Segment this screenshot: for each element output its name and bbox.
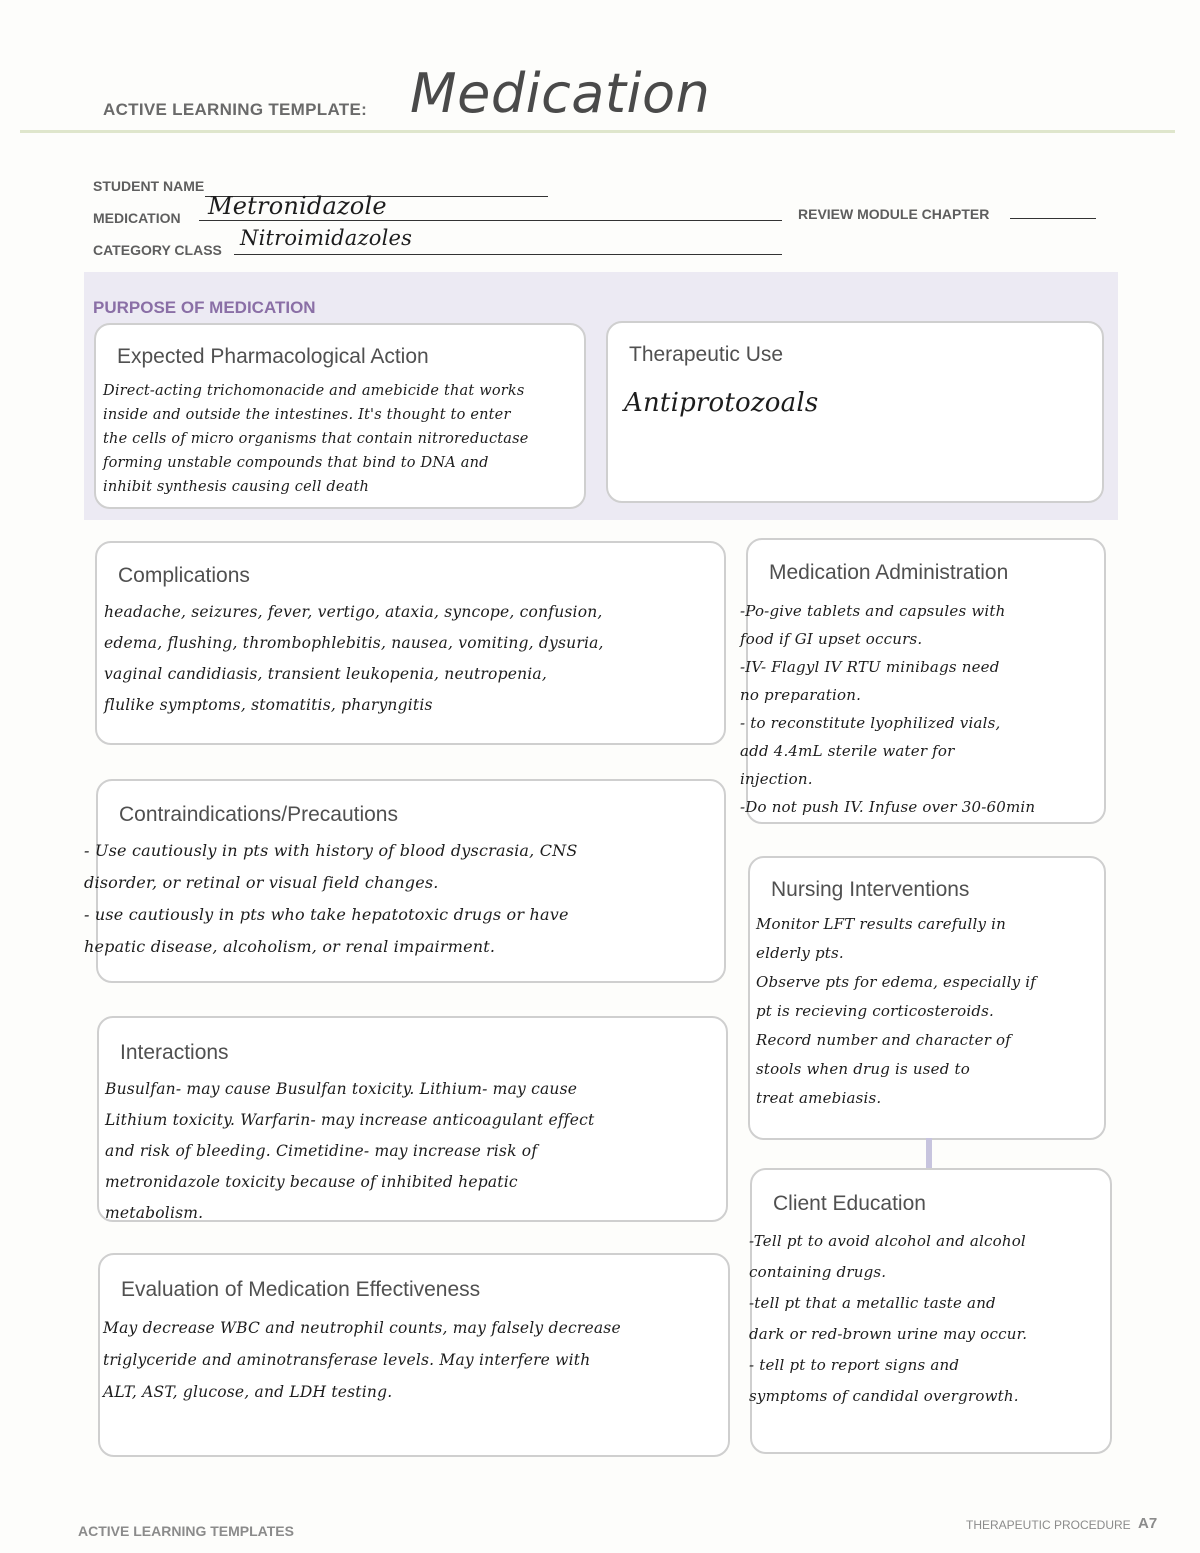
therapeutic-use-box <box>606 321 1104 503</box>
interactions-box <box>97 1016 728 1222</box>
connector-line <box>926 1138 932 1170</box>
expected-action-text[interactable]: Direct-acting trichomonacide and amebicide that works inside and outside the intestines. It's thought to enter the cells of micro organisms that contain nitroreductase forming unstable compounds that bind to DNA and inhibit synthesis causing cell death <box>103 383 529 495</box>
medication-value[interactable]: Metronidazole <box>208 192 387 220</box>
category-class-label: CATEGORY CLASS <box>93 242 222 258</box>
contraindications-text[interactable]: - Use cautiously in pts with history of blood dyscrasia, CNS disorder, or retinal or visual field changes. - use cautiously in pts who take hepatotoxic drugs or have hepatic disease, alcoholism, or renal impairment. <box>84 841 578 956</box>
page-title: Medication <box>410 62 711 125</box>
footer-right: THERAPEUTIC PROCEDURE <box>966 1518 1131 1532</box>
category-class-value[interactable]: Nitroimidazoles <box>240 226 413 250</box>
med-admin-title: Medication Administration <box>769 561 1009 584</box>
nursing-title: Nursing Interventions <box>771 878 970 901</box>
review-module-label: REVIEW MODULE CHAPTER <box>798 206 990 222</box>
client-education-box <box>750 1168 1112 1454</box>
expected-action-box <box>94 323 586 509</box>
client-education-title: Client Education <box>773 1192 926 1215</box>
med-admin-box <box>740 538 1106 824</box>
interactions-title: Interactions <box>120 1041 229 1064</box>
therapeutic-use-title: Therapeutic Use <box>629 343 784 366</box>
evaluation-text[interactable]: May decrease WBC and neutrophil counts, may falsely decrease triglyceride and aminotransferase levels. May interfere with ALT, AST, glucose, and LDH testing. <box>103 1319 621 1401</box>
template-label: ACTIVE LEARNING TEMPLATE: <box>103 100 368 119</box>
nursing-text[interactable]: Monitor LFT results carefully in elderly pts. Observe pts for edema, especially if pt is recieving corticosteroids. Record number and character of stools when drug is used to treat amebiasis. <box>756 915 1037 1107</box>
expected-action-title: Expected Pharmacological Action <box>117 345 429 368</box>
review-module-line[interactable] <box>1010 218 1096 219</box>
header-divider <box>20 130 1175 133</box>
student-name-label: STUDENT NAME <box>93 178 205 194</box>
medication-line <box>199 220 782 221</box>
complications-box <box>95 541 726 745</box>
contraindications-box <box>84 779 726 983</box>
purpose-label: PURPOSE OF MEDICATION <box>93 298 316 317</box>
client-education-text[interactable]: -Tell pt to avoid alcohol and alcohol containing drugs. -tell pt that a metallic taste and dark or red-brown urine may occur. - tell pt to report signs and symptoms of candidal overgrowth. <box>749 1232 1028 1405</box>
contraindications-title: Contraindications/Precautions <box>119 803 398 826</box>
evaluation-title: Evaluation of Medication Effectiveness <box>121 1278 481 1301</box>
category-class-line <box>234 254 782 255</box>
complications-title: Complications <box>118 564 250 587</box>
complications-text[interactable]: headache, seizures, fever, vertigo, ataxia, syncope, confusion, edema, flushing, thrombophlebitis, nausea, vomiting, dysuria, vaginal candidiasis, transient leukopenia, neutropenia, flulike symptoms, stomatitis, pharyngitis <box>104 603 604 714</box>
medication-label: MEDICATION <box>93 210 181 226</box>
evaluation-box <box>98 1253 730 1457</box>
nursing-box <box>748 856 1106 1140</box>
page-number: A7 <box>1138 1515 1158 1532</box>
interactions-text[interactable]: Busulfan- may cause Busulfan toxicity. Lithium- may cause Lithium toxicity. Warfarin- may increase anticoagulant effect and risk of bleeding. Cimetidine- may increase risk of metronidazole toxicity because of inhibited hepatic metabolism. <box>105 1080 595 1222</box>
med-admin-text[interactable]: -Po-give tablets and capsules with food if GI upset occurs. -IV- Flagyl IV RTU minibags need no preparation. - to reconstitute lyophilized vials, add 4.4mL sterile water for injection. -Do not push IV. Infuse over 30-60min <box>740 602 1036 816</box>
therapeutic-use-text[interactable]: Antiprotozoals <box>624 388 819 418</box>
footer-left: ACTIVE LEARNING TEMPLATES <box>78 1523 294 1539</box>
